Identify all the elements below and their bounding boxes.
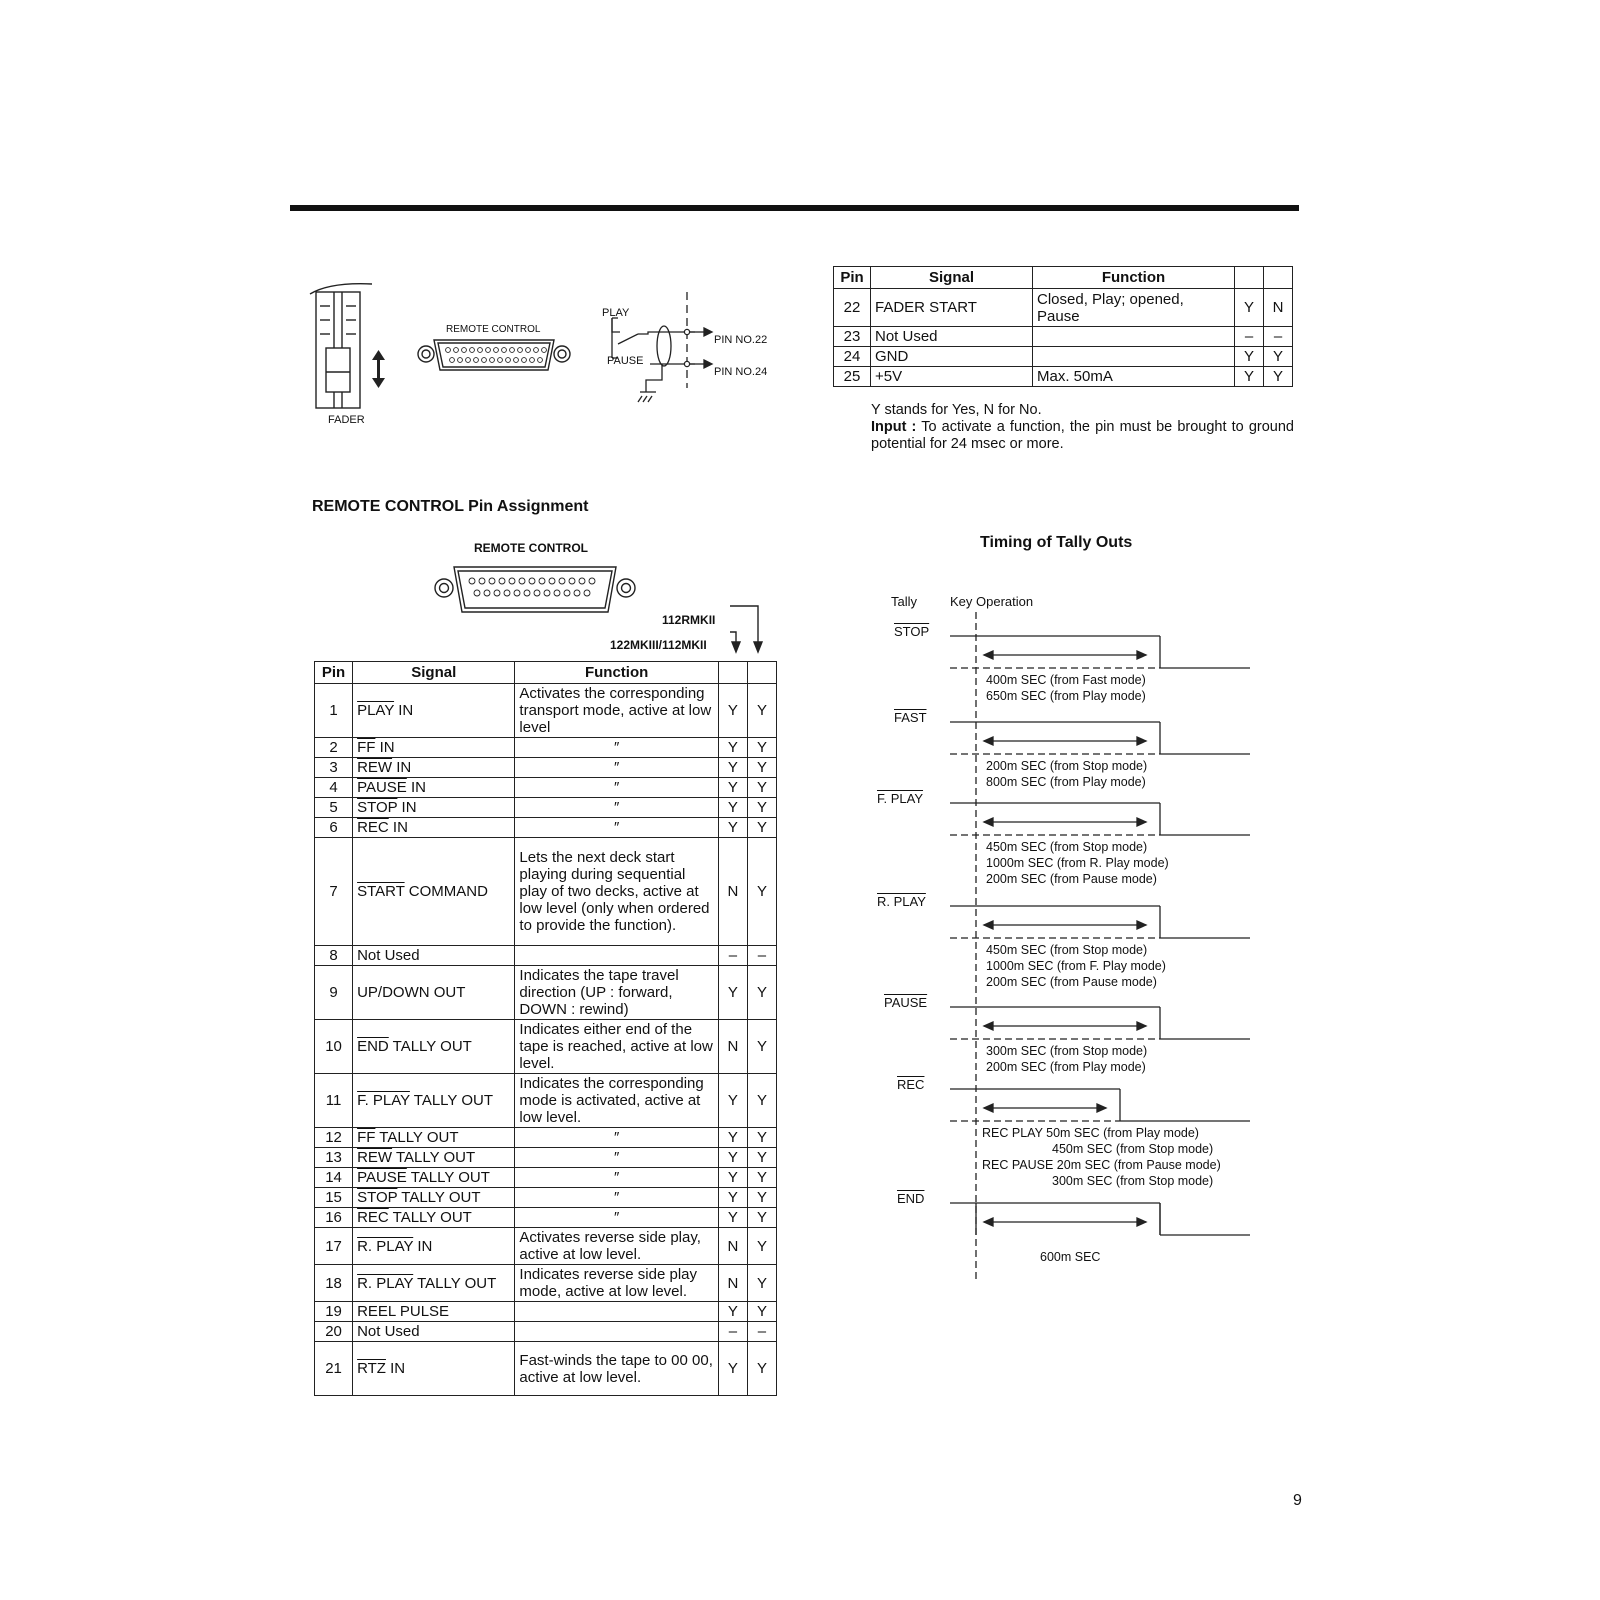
- timing-note-line: 600m SEC: [1040, 1250, 1101, 1264]
- pin-number: 2: [315, 738, 353, 758]
- col-a-value: Y: [718, 1302, 747, 1322]
- signal-name: [353, 1188, 515, 1208]
- col-a-value: Y: [718, 798, 747, 818]
- table-row: [834, 289, 1293, 327]
- table-row: [315, 966, 777, 1020]
- pin-number: 22: [834, 289, 871, 327]
- col-b-value: Y: [747, 798, 776, 818]
- col-b-value: Y: [747, 1265, 776, 1302]
- pin-number: 3: [315, 758, 353, 778]
- signal-overline-part: STOP: [357, 799, 398, 816]
- signal-name: GND: [871, 347, 1033, 367]
- signal-name: Not Used: [871, 327, 1033, 347]
- timing-note-line: REC PLAY 50m SEC (from Play mode): [982, 1126, 1199, 1140]
- function-text: ″: [515, 798, 718, 818]
- col-a-value: –: [1235, 327, 1264, 347]
- function-text: ″: [515, 1148, 718, 1168]
- timing-note: [986, 839, 1169, 887]
- arrowhead-icon: [1137, 921, 1146, 929]
- arrowhead-icon: [1137, 651, 1146, 659]
- key-operation-column-label: Key Operation: [950, 594, 1034, 609]
- function-text: ″: [515, 1168, 718, 1188]
- tally-column-label: Tally: [891, 594, 918, 609]
- pin-number: 25: [834, 367, 871, 387]
- tally-label: STOP: [894, 624, 930, 639]
- signal-rest-part: IN: [413, 1237, 433, 1255]
- arrowhead-icon: [1137, 1218, 1146, 1226]
- signal-rest-part: COMMAND: [404, 883, 488, 900]
- table-row: [315, 1302, 777, 1322]
- signal-rest-part: TALLY OUT: [388, 1038, 472, 1055]
- function-text: ″: [515, 1188, 718, 1208]
- pause-label: PAUSE: [607, 355, 644, 367]
- signal-rest-part: TALLY OUT: [413, 1274, 497, 1292]
- col-b-value: Y: [1264, 347, 1293, 367]
- function-text: Closed, Play; opened, Pause: [1033, 289, 1235, 327]
- col-b-value: Y: [747, 758, 776, 778]
- table-row: [315, 1074, 777, 1128]
- pin-number: 12: [315, 1128, 353, 1148]
- pin-number: 11: [315, 1074, 353, 1128]
- signal-overline-part: F. PLAY: [357, 1092, 410, 1109]
- col-b-value: N: [1264, 289, 1293, 327]
- pin-number: 19: [315, 1302, 353, 1322]
- pin-number: 7: [315, 838, 353, 946]
- function-text: ″: [515, 1128, 718, 1148]
- table-row: [315, 946, 777, 966]
- pin-number: 23: [834, 327, 871, 347]
- signal-name: [353, 1208, 515, 1228]
- header-col-a: [1235, 267, 1264, 289]
- col-b-value: Y: [747, 1188, 776, 1208]
- col-b-value: Y: [747, 1302, 776, 1322]
- header-col-b: [747, 662, 776, 684]
- function-text: Fast-winds the tape to 00 00, active at low level.: [515, 1342, 718, 1396]
- signal-name: [353, 818, 515, 838]
- signal-rest-part: IN: [394, 702, 414, 719]
- pin-number: 15: [315, 1188, 353, 1208]
- timing-note: [982, 1125, 1221, 1189]
- input-note: [871, 419, 1294, 453]
- signal-rest-part: TALLY OUT: [388, 1209, 472, 1226]
- table-header-row: [834, 267, 1293, 289]
- pin-table-22-25: [833, 266, 1293, 387]
- col-b-value: –: [747, 946, 776, 966]
- pin-number: 4: [315, 778, 353, 798]
- fader-label: FADER: [328, 414, 365, 426]
- fader-icon: [310, 284, 372, 408]
- arrowhead-icon: [984, 737, 993, 745]
- table-row: [315, 1228, 777, 1265]
- signal-overline-part: R. PLAY: [357, 1274, 414, 1292]
- col-a-value: Y: [718, 1342, 747, 1396]
- pin-number: 16: [315, 1208, 353, 1228]
- table-row: [315, 1265, 777, 1302]
- signal-name: [353, 1228, 515, 1265]
- col-b-value: Y: [747, 1342, 776, 1396]
- arrowhead-icon: [1137, 737, 1146, 745]
- signal-rest-part: TALLY OUT: [409, 1092, 493, 1109]
- col-a-value: N: [718, 1020, 747, 1074]
- col-a-value: Y: [1235, 347, 1264, 367]
- signal-name: [353, 1128, 515, 1148]
- d-sub-connector-icon: [435, 567, 635, 612]
- col-b-value: Y: [747, 1208, 776, 1228]
- function-text: ″: [515, 818, 718, 838]
- col-a-value: Y: [718, 684, 747, 738]
- pin22-label: PIN NO.22: [714, 334, 768, 346]
- function-text: Lets the next deck start playing during sequential play of two decks, active at low level (only when ordered to provide the function).: [515, 838, 718, 946]
- function-text: Indicates reverse side play mode, active at low level.: [515, 1265, 718, 1302]
- pin-number: 9: [315, 966, 353, 1020]
- arrowhead-icon: [984, 818, 993, 826]
- function-text: ″: [515, 738, 718, 758]
- timing-note: [986, 672, 1146, 704]
- signal-rest-part: IN: [406, 779, 426, 796]
- pin-number: 14: [315, 1168, 353, 1188]
- header-signal: Signal: [353, 662, 515, 684]
- col-b-value: –: [1264, 327, 1293, 347]
- col-b-value: Y: [747, 738, 776, 758]
- col-a-value: Y: [718, 818, 747, 838]
- col-b-value: Y: [747, 684, 776, 738]
- signal-rest-part: IN: [388, 819, 408, 836]
- signal-overline-part: PAUSE: [357, 779, 407, 796]
- signal-name: [353, 838, 515, 946]
- timing-note-line: 200m SEC (from Play mode): [986, 1060, 1146, 1074]
- col-a-value: N: [718, 838, 747, 946]
- timing-note-line: 800m SEC (from Play mode): [986, 775, 1146, 789]
- function-text: Max. 50mA: [1033, 367, 1235, 387]
- play-label: PLAY: [602, 307, 630, 319]
- timing-note: [986, 942, 1166, 990]
- function-text: [1033, 327, 1235, 347]
- pin-number: 17: [315, 1228, 353, 1265]
- pin-number: 8: [315, 946, 353, 966]
- signal-overline-part: STOP: [357, 1189, 398, 1206]
- pin-number: 13: [315, 1148, 353, 1168]
- signal-overline-part: R. PLAY: [357, 1237, 414, 1255]
- signal-name: [353, 966, 515, 1020]
- header-signal: Signal: [871, 267, 1033, 289]
- col-a-value: –: [718, 946, 747, 966]
- signal-name: [353, 1074, 515, 1128]
- signal-rest-part: TALLY OUT: [375, 1129, 459, 1146]
- arrowhead-icon: [1097, 1104, 1106, 1112]
- col-a-value: Y: [718, 758, 747, 778]
- function-text: Indicates the tape travel direction (UP : forward, DOWN : rewind): [515, 966, 718, 1020]
- signal-overline-part: $\overline{FF}$: [357, 739, 376, 756]
- col-a-value: Y: [1235, 289, 1264, 327]
- table-row: [315, 684, 777, 738]
- signal-rest-part: IN: [392, 759, 412, 776]
- arrowhead-icon: [984, 651, 993, 659]
- table-row: [315, 1188, 777, 1208]
- signal-name: [353, 1302, 515, 1322]
- arrowhead-icon: [984, 1104, 993, 1112]
- col-b-value: Y: [747, 1074, 776, 1128]
- signal-rest-part: Not Used: [357, 947, 420, 964]
- signal-rest-part: Not Used: [357, 1323, 420, 1340]
- signal-overline-part: $\overline{REW}$: [357, 1149, 393, 1166]
- signal-overline-part: $\overline{REW}$: [357, 759, 393, 776]
- col-b-value: Y: [747, 818, 776, 838]
- col-b-value: Y: [747, 1148, 776, 1168]
- arrowhead-icon: [1137, 1022, 1146, 1030]
- signal-name: [353, 1342, 515, 1396]
- table-row: [834, 327, 1293, 347]
- col-b-value: Y: [747, 778, 776, 798]
- col-b-value: Y: [747, 838, 776, 946]
- pin-number: 10: [315, 1020, 353, 1074]
- signal-overline-part: $\overline{REC}$: [357, 1209, 389, 1226]
- col-b-value: Y: [747, 1228, 776, 1265]
- table-row: [315, 778, 777, 798]
- col-a-value: N: [718, 1228, 747, 1265]
- tally-label: $\overline{REC}$: [897, 1077, 925, 1092]
- signal-name: [353, 1265, 515, 1302]
- table-row: [315, 1168, 777, 1188]
- table-row: [315, 838, 777, 946]
- timing-note-line: 1000m SEC (from F. Play mode): [986, 959, 1166, 973]
- function-text: [515, 1322, 718, 1342]
- header-col-a: [718, 662, 747, 684]
- timing-title: Timing of Tally Outs: [980, 534, 1133, 551]
- timing-note: [1040, 1249, 1100, 1265]
- table-row: [315, 738, 777, 758]
- signal-name: [353, 1148, 515, 1168]
- table-row: [315, 818, 777, 838]
- signal-overline-part: $\overline{END}$: [357, 1038, 389, 1055]
- col-a-value: Y: [718, 1168, 747, 1188]
- table-row: [315, 1020, 777, 1074]
- page-number: 9: [1293, 1492, 1302, 1509]
- model-b-label: 122MKIII/112MKII: [610, 638, 707, 652]
- timing-note-line: 200m SEC (from Stop mode): [986, 759, 1148, 773]
- signal-rest-part: TALLY OUT: [397, 1189, 481, 1206]
- arrowhead-icon: [984, 1218, 993, 1226]
- signal-rest-part: REEL PULSE: [357, 1303, 450, 1320]
- col-b-value: Y: [747, 1128, 776, 1148]
- connector-label: REMOTE CONTROL: [474, 541, 588, 555]
- col-a-value: N: [718, 1265, 747, 1302]
- signal-rest-part: IN: [397, 799, 417, 816]
- table-row: [834, 367, 1293, 387]
- col-a-value: –: [718, 1322, 747, 1342]
- timing-note-line: 200m SEC (from Pause mode): [986, 872, 1157, 886]
- signal-rest-part: IN: [375, 739, 395, 756]
- function-text: [515, 1302, 718, 1322]
- table-row: [315, 758, 777, 778]
- model-column-arrows: [730, 606, 762, 652]
- section-title: REMOTE CONTROL Pin Assignment: [312, 498, 589, 515]
- timing-note: [986, 1043, 1147, 1075]
- signal-name: [353, 1322, 515, 1342]
- signal-name: [353, 758, 515, 778]
- signal-name: [353, 946, 515, 966]
- d-sub-connector-icon: [418, 340, 570, 370]
- function-text: Activates the corresponding transport mode, active at low level: [515, 684, 718, 738]
- col-a-value: Y: [718, 1188, 747, 1208]
- arrowhead-icon: [984, 1022, 993, 1030]
- function-text: ″: [515, 778, 718, 798]
- table-row: [315, 798, 777, 818]
- pin-number: 5: [315, 798, 353, 818]
- timing-note-line: 300m SEC (from Stop mode): [1052, 1174, 1214, 1188]
- function-text: Activates reverse side play, active at low level.: [515, 1228, 718, 1265]
- col-a-value: Y: [718, 966, 747, 1020]
- table-row: [834, 347, 1293, 367]
- pin-number: 18: [315, 1265, 353, 1302]
- header-pin: Pin: [834, 267, 871, 289]
- tally-label: PAUSE: [884, 995, 928, 1010]
- header-function: Function: [515, 662, 718, 684]
- signal-name: [353, 778, 515, 798]
- remote-control-label-small: REMOTE CONTROL: [446, 324, 541, 335]
- signal-rest-part: TALLY OUT: [392, 1149, 476, 1166]
- col-b-value: Y: [747, 1168, 776, 1188]
- function-text: ″: [515, 1208, 718, 1228]
- col-a-value: Y: [1235, 367, 1264, 387]
- header-col-b: [1264, 267, 1293, 289]
- signal-rest-part: UP/DOWN OUT: [357, 984, 466, 1001]
- col-a-value: Y: [718, 778, 747, 798]
- function-text: Indicates either end of the tape is reached, active at low level.: [515, 1020, 718, 1074]
- timing-note-line: 300m SEC (from Stop mode): [986, 1044, 1148, 1058]
- table-row: [315, 1322, 777, 1342]
- signal-rest-part: IN: [385, 1360, 406, 1377]
- signal-name: +5V: [871, 367, 1033, 387]
- col-b-value: Y: [747, 966, 776, 1020]
- pin-number: 20: [315, 1322, 353, 1342]
- table-row: [315, 1208, 777, 1228]
- signal-rest-part: TALLY OUT: [406, 1169, 490, 1186]
- pin-number: 21: [315, 1342, 353, 1396]
- timing-note-line: 450m SEC (from Stop mode): [986, 943, 1148, 957]
- col-b-value: Y: [1264, 367, 1293, 387]
- table-header-row: [315, 662, 777, 684]
- signal-name: [353, 798, 515, 818]
- function-text: ″: [515, 758, 718, 778]
- arrowhead-icon: [1137, 818, 1146, 826]
- col-b-value: –: [747, 1322, 776, 1342]
- pin-number: 6: [315, 818, 353, 838]
- timing-note-line: 450m SEC (from Stop mode): [1052, 1142, 1214, 1156]
- tally-label: $\overline{END}$: [897, 1191, 925, 1206]
- signal-name: [353, 738, 515, 758]
- col-a-value: Y: [718, 1148, 747, 1168]
- tally-label: R. PLAY: [877, 894, 926, 909]
- timing-note-line: 400m SEC (from Fast mode): [986, 673, 1146, 687]
- table-row: [315, 1128, 777, 1148]
- table-row: [315, 1148, 777, 1168]
- top-rule: [290, 205, 1299, 211]
- col-a-value: Y: [718, 1128, 747, 1148]
- col-a-value: Y: [718, 738, 747, 758]
- connector-diagram: [430, 560, 770, 660]
- pin24-label: PIN NO.24: [714, 366, 768, 378]
- signal-name: FADER START: [871, 289, 1033, 327]
- signal-name: [353, 1020, 515, 1074]
- signal-name: [353, 1168, 515, 1188]
- signal-overline-part: $\overline{FF}$: [357, 1129, 376, 1146]
- pin-number: 1: [315, 684, 353, 738]
- yes-no-note: Y stands for Yes, N for No.: [871, 402, 1042, 418]
- table-row: [315, 1342, 777, 1396]
- signal-overline-part: START: [357, 883, 405, 900]
- timing-note-line: REC PAUSE 20m SEC (from Pause mode): [982, 1158, 1221, 1172]
- pin-assignment-table: [314, 661, 777, 1396]
- timing-note-line: 1000m SEC (from R. Play mode): [986, 856, 1169, 870]
- timing-note-line: 200m SEC (from Pause mode): [986, 975, 1157, 989]
- fader-remote-diagram: [300, 280, 800, 430]
- signal-overline-part: PAUSE: [357, 1169, 407, 1186]
- arrowhead-icon: [984, 921, 993, 929]
- header-pin: Pin: [315, 662, 353, 684]
- function-text: Indicates the corresponding mode is activated, active at low level.: [515, 1074, 718, 1128]
- function-text: [1033, 347, 1235, 367]
- signal-name: [353, 684, 515, 738]
- header-function: Function: [1033, 267, 1235, 289]
- col-a-value: Y: [718, 1074, 747, 1128]
- pin-number: 24: [834, 347, 871, 367]
- timing-note: [986, 758, 1147, 790]
- input-note-label: Input :: [871, 419, 917, 435]
- tally-label: FAST: [894, 710, 927, 725]
- model-a-label: 112RMKII: [662, 613, 716, 627]
- col-b-value: Y: [747, 1020, 776, 1074]
- timing-note-line: 650m SEC (from Play mode): [986, 689, 1146, 703]
- function-text: [515, 946, 718, 966]
- timing-note-line: 450m SEC (from Stop mode): [986, 840, 1148, 854]
- signal-overline-part: PLAY: [357, 702, 395, 719]
- input-note-text: To activate a function, the pin must be brought to ground potential for 24 msec or more.: [871, 419, 1294, 452]
- signal-overline-part: $\overline{RTZ}$: [357, 1360, 386, 1377]
- tally-label: F. PLAY: [877, 791, 924, 806]
- col-a-value: Y: [718, 1208, 747, 1228]
- signal-overline-part: $\overline{REC}$: [357, 819, 389, 836]
- up-down-arrow-icon: [372, 350, 385, 388]
